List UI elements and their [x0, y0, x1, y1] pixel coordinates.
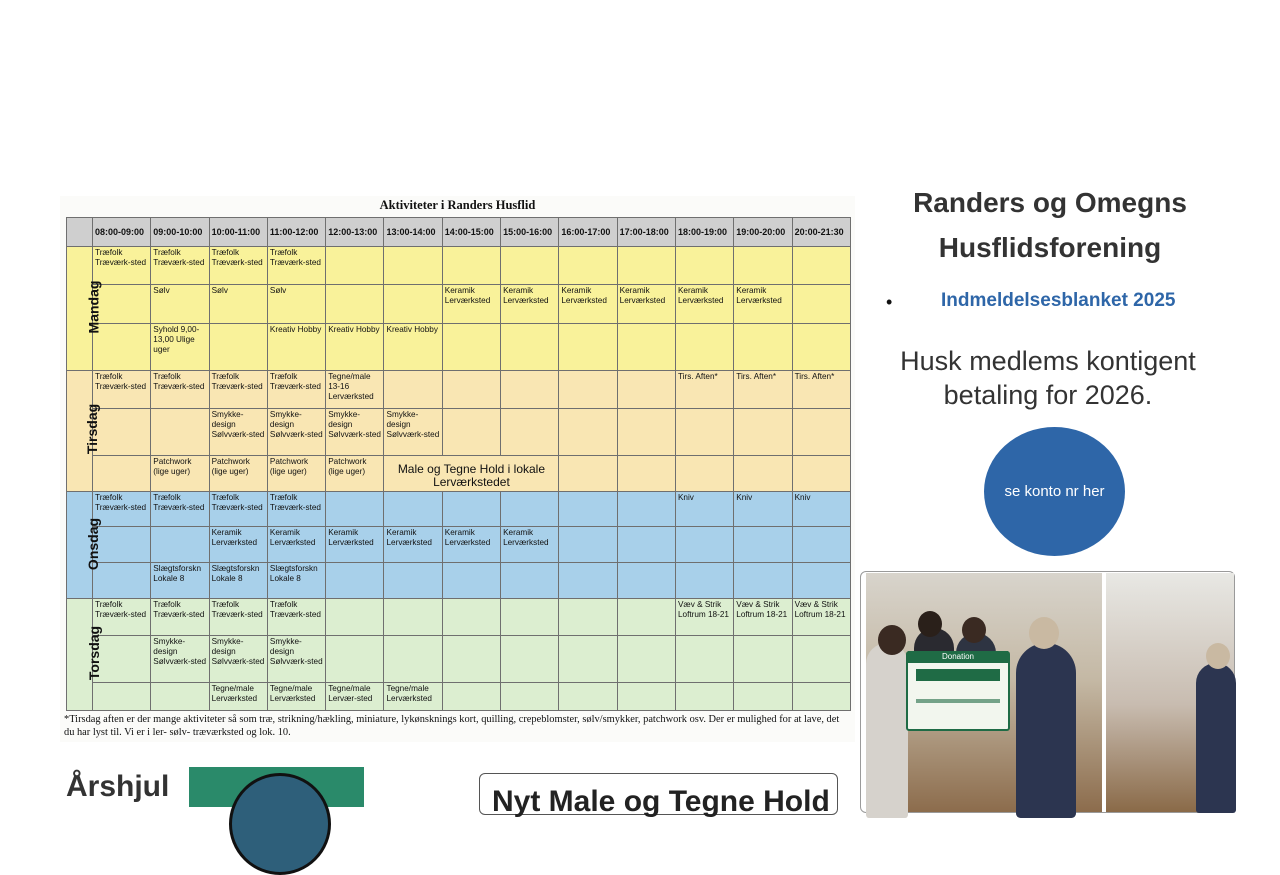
time-header: 11:00-12:00 [267, 218, 325, 247]
schedule-cell: Patchwork (lige uger) [326, 455, 384, 491]
schedule-cell: Smykke-design Sølvværk-sted [209, 409, 267, 456]
schedule-cell [384, 247, 442, 285]
day-label [67, 370, 101, 492]
schedule-cell [617, 323, 675, 370]
schedule-cell: Tirs. Aften* [792, 370, 850, 408]
person-head [918, 611, 942, 637]
schedule-cell [501, 492, 559, 526]
schedule-cell [501, 635, 559, 682]
schedule-cell [617, 455, 675, 491]
schedule-cell: Væv & Strik Loftrum 18-21 [792, 599, 850, 635]
schedule-cell: Træfolk Træværk-sted [267, 599, 325, 635]
schedule-cell [93, 563, 151, 599]
schedule-cell [792, 247, 850, 285]
schedule-cell [209, 323, 267, 370]
schedule-cell: Smykke-design Sølvværk-sted [326, 409, 384, 456]
schedule-cell: Træfolk Træværk-sted [209, 599, 267, 635]
schedule-cell [501, 323, 559, 370]
schedule-cell [442, 409, 500, 456]
schedule-cell [675, 563, 733, 599]
schedule-cell [559, 635, 617, 682]
schedule-cell [326, 492, 384, 526]
person-head [1206, 643, 1230, 669]
donation-photo-left [866, 573, 1102, 812]
schedule-cell [93, 455, 151, 491]
donation-amount-bar [916, 669, 1000, 681]
schedule-cell: Træfolk Træværk-sted [93, 247, 151, 285]
time-header: 13:00-14:00 [384, 218, 442, 247]
schedule-cell [734, 409, 792, 456]
schedule-cell: Keramik Lerværksted [267, 526, 325, 562]
time-header: 20:00-21:30 [792, 218, 850, 247]
schedule-row [67, 599, 851, 635]
schedule-cell [617, 599, 675, 635]
schedule-cell [442, 323, 500, 370]
schedule-cell [442, 635, 500, 682]
schedule-cell [559, 370, 617, 408]
day-label-text: Onsdag [85, 517, 102, 570]
schedule-cell [559, 247, 617, 285]
donation-sign [906, 651, 1010, 731]
time-header: 10:00-11:00 [209, 218, 267, 247]
schedule-cell [675, 635, 733, 682]
schedule-cell: Smykke-design Sølvværk-sted [384, 409, 442, 456]
association-title: Randers og Omegns Husflidsforening [913, 187, 1187, 263]
schedule-row [67, 247, 851, 285]
schedule-cell [792, 682, 850, 710]
schedule-cell [734, 526, 792, 562]
schedule-cell: Kreativ Hobby [326, 323, 384, 370]
schedule-cell [151, 682, 209, 710]
schedule-cell: Træfolk Træværk-sted [151, 370, 209, 408]
schedule-cell [792, 526, 850, 562]
day-label-text: Mandag [85, 280, 102, 334]
schedule-cell [326, 247, 384, 285]
schedule-row [67, 526, 851, 562]
person-figure [866, 643, 908, 818]
day-label [67, 599, 103, 711]
year-wheel-graphic [229, 773, 331, 875]
schedule-cell: Patchwork (lige uger) [151, 455, 209, 491]
schedule-cell [617, 682, 675, 710]
schedule-cell: Keramik Lerværksted [384, 526, 442, 562]
schedule-cell: Tegne/male Lerværksted [384, 682, 442, 710]
schedule-cell [501, 247, 559, 285]
account-number-button[interactable]: se konto nr her [984, 427, 1125, 556]
schedule-cell: Slægtsforskn Lokale 8 [151, 563, 209, 599]
schedule-cell: Keramik Lerværksted [675, 285, 733, 323]
schedule-cell [792, 563, 850, 599]
schedule-cell: Sølv [151, 285, 209, 323]
schedule-cell [442, 682, 500, 710]
schedule-row [67, 682, 851, 710]
membership-form-link[interactable]: Indmeldelsesblanket 2025 [941, 290, 1176, 311]
schedule-cell [384, 563, 442, 599]
list-bullet: • [886, 292, 893, 312]
payment-reminder: Husk medlems kontigent betaling for 2026. [900, 346, 1196, 410]
schedule-cell [559, 599, 617, 635]
arshjul-heading: Årshjul [66, 770, 170, 803]
person-figure [1016, 643, 1076, 818]
time-header: 14:00-15:00 [442, 218, 500, 247]
schedule-cell [675, 247, 733, 285]
schedule-cell [559, 526, 617, 562]
schedule-cell: Træfolk Træværk-sted [209, 370, 267, 408]
schedule-cell: Kreativ Hobby [384, 323, 442, 370]
schedule-cell [93, 526, 151, 562]
day-label [67, 247, 102, 371]
schedule-row [67, 370, 851, 408]
schedule-table [66, 217, 851, 711]
promo-card[interactable] [479, 773, 838, 818]
schedule-cell [617, 492, 675, 526]
schedule-cell [734, 682, 792, 710]
schedule-cell: Keramik Lerværksted [326, 526, 384, 562]
day-label-text: Torsdag [86, 626, 103, 681]
schedule-cell [617, 370, 675, 408]
schedule-cell: Kreativ Hobby [267, 323, 325, 370]
schedule-cell [675, 409, 733, 456]
schedule-cell [734, 563, 792, 599]
schedule-cell [792, 285, 850, 323]
donation-photo [860, 571, 1235, 813]
schedule-cell [734, 247, 792, 285]
schedule-header-row [67, 218, 851, 247]
schedule-cell [617, 635, 675, 682]
schedule-cell: Sølv [267, 285, 325, 323]
schedule-cell [326, 285, 384, 323]
schedule-cell [501, 599, 559, 635]
schedule-cell [384, 285, 442, 323]
schedule-cell: Keramik Lerværksted [442, 285, 500, 323]
schedule-cell: Væv & Strik Loftrum 18-21 [675, 599, 733, 635]
day-label-text: Tirsdag [84, 404, 101, 455]
schedule-row [67, 409, 851, 456]
schedule-cell: Smykke-design Sølvværk-sted [209, 635, 267, 682]
schedule-cell [559, 409, 617, 456]
schedule-row [67, 563, 851, 599]
schedule-cell: Træfolk Træværk-sted [93, 492, 151, 526]
schedule-cell: Tirs. Aften* [734, 370, 792, 408]
schedule-cell [675, 323, 733, 370]
schedule-cell [442, 370, 500, 408]
schedule-cell [675, 526, 733, 562]
schedule-cell [93, 682, 151, 710]
time-header: 15:00-16:00 [501, 218, 559, 247]
schedule-cell [559, 323, 617, 370]
schedule-cell [384, 599, 442, 635]
schedule-cell [384, 492, 442, 526]
schedule-cell: Træfolk Træværk-sted [93, 599, 151, 635]
schedule-cell [559, 563, 617, 599]
schedule-cell [675, 455, 733, 491]
schedule-cell: Træfolk Træværk-sted [267, 370, 325, 408]
schedule-cell: Kniv [734, 492, 792, 526]
schedule-cell: Tegne/male Lervær-sted [326, 682, 384, 710]
time-header: 16:00-17:00 [559, 218, 617, 247]
schedule-cell [501, 682, 559, 710]
schedule-cell: Keramik Lerværksted [209, 526, 267, 562]
schedule-cell [792, 323, 850, 370]
person-figure [1196, 663, 1236, 813]
schedule-cell: Keramik Lerværksted [501, 285, 559, 323]
schedule-row [67, 455, 851, 491]
time-header: 08:00-09:00 [93, 218, 151, 247]
schedule-cell: Smykke-design Sølvværk-sted [267, 635, 325, 682]
schedule-cell: Kniv [792, 492, 850, 526]
day-label [67, 492, 102, 599]
schedule-cell [442, 247, 500, 285]
schedule-cell: Keramik Lerværksted [442, 526, 500, 562]
schedule-cell [93, 409, 151, 456]
schedule-cell: Træfolk Træværk-sted [151, 247, 209, 285]
schedule-cell: Syhold 9,00-13,00 Ulige uger [151, 323, 209, 370]
schedule-cell [326, 599, 384, 635]
schedule-cell [151, 526, 209, 562]
schedule-cell [734, 635, 792, 682]
schedule-cell: Keramik Lerværksted [617, 285, 675, 323]
schedule-cell [675, 682, 733, 710]
schedule-cell [442, 492, 500, 526]
schedule-footnote: *Tirsdag aften er der mange aktiviteter så som træ, strikning/hækling, miniature, lykønsknings kort, quilling, crepeblomster, sølv/smykker, patchwork osv. Der er mulighed for at lave, det du har lyst til. Vi er i ler- sølv- træværksted og lok. 10. [64, 714, 840, 738]
schedule-cell: Tegne/male Lerværksted [209, 682, 267, 710]
schedule-cell [792, 635, 850, 682]
schedule-cell [617, 563, 675, 599]
person-head [1029, 617, 1059, 649]
schedule-row [67, 323, 851, 370]
schedule-cell: Patchwork (lige uger) [209, 455, 267, 491]
schedule-cell: Slægtsforskn Lokale 8 [209, 563, 267, 599]
schedule-cell: Slægtsforskn Lokale 8 [267, 563, 325, 599]
schedule-cell: Smykke-design Sølvværk-sted [267, 409, 325, 456]
schedule-cell: Træfolk Træværk-sted [267, 247, 325, 285]
schedule-title: Aktiviteter i Randers Husflid [379, 198, 536, 212]
schedule-cell [151, 409, 209, 456]
schedule-cell: Træfolk Træværk-sted [267, 492, 325, 526]
schedule-cell: Sølv [209, 285, 267, 323]
time-header: 17:00-18:00 [617, 218, 675, 247]
schedule-row [67, 635, 851, 682]
time-header: 19:00-20:00 [734, 218, 792, 247]
activity-schedule-image [60, 196, 855, 742]
schedule-cell [442, 599, 500, 635]
schedule-cell [617, 526, 675, 562]
schedule-cell: Keramik Lerværksted [734, 285, 792, 323]
time-header: 09:00-10:00 [151, 218, 209, 247]
schedule-cell: Træfolk Træværk-sted [209, 492, 267, 526]
schedule-cell [734, 323, 792, 370]
arshjul-image[interactable] [189, 767, 364, 807]
schedule-cell [326, 635, 384, 682]
time-header: 18:00-19:00 [675, 218, 733, 247]
person-head [878, 625, 906, 655]
person-head [962, 617, 986, 643]
schedule-cell: Tirs. Aften* [675, 370, 733, 408]
schedule-corner-cell [67, 218, 93, 247]
schedule-cell: Tegne/male Lerværksted [267, 682, 325, 710]
schedule-cell [617, 247, 675, 285]
schedule-cell [501, 370, 559, 408]
schedule-cell [501, 409, 559, 456]
schedule-cell [559, 682, 617, 710]
donation-sponsor-bar [916, 699, 1000, 703]
schedule-merged-cell: Male og Tegne Hold i lokale Lerværkstedet [384, 455, 559, 491]
schedule-cell [501, 563, 559, 599]
schedule-cell [792, 455, 850, 491]
schedule-cell: Kniv [675, 492, 733, 526]
schedule-cell [792, 409, 850, 456]
schedule-cell [384, 370, 442, 408]
schedule-cell: Træfolk Træværk-sted [209, 247, 267, 285]
schedule-cell: Keramik Lerværksted [501, 526, 559, 562]
schedule-cell: Træfolk Træværk-sted [151, 492, 209, 526]
schedule-row [67, 285, 851, 323]
schedule-row [67, 492, 851, 526]
donation-sign-label: Donation [908, 651, 1008, 663]
schedule-cell [617, 409, 675, 456]
schedule-cell [326, 563, 384, 599]
schedule-cell [559, 492, 617, 526]
schedule-cell [442, 563, 500, 599]
promo-title: Nyt Male og Tegne Hold [492, 785, 830, 818]
schedule-cell [559, 455, 617, 491]
time-header: 12:00-13:00 [326, 218, 384, 247]
donation-photo-right [1106, 573, 1234, 812]
schedule-cell: Væv & Strik Loftrum 18-21 [734, 599, 792, 635]
schedule-cell: Træfolk Træværk-sted [93, 370, 151, 408]
schedule-cell: Smykke-design Sølvværk-sted [151, 635, 209, 682]
schedule-cell: Tegne/male 13-16 Lerværksted [326, 370, 384, 408]
schedule-cell: Patchwork (lige uger) [267, 455, 325, 491]
schedule-cell: Træfolk Træværk-sted [151, 599, 209, 635]
schedule-cell [734, 455, 792, 491]
schedule-cell: Keramik Lerværksted [559, 285, 617, 323]
schedule-cell [384, 635, 442, 682]
